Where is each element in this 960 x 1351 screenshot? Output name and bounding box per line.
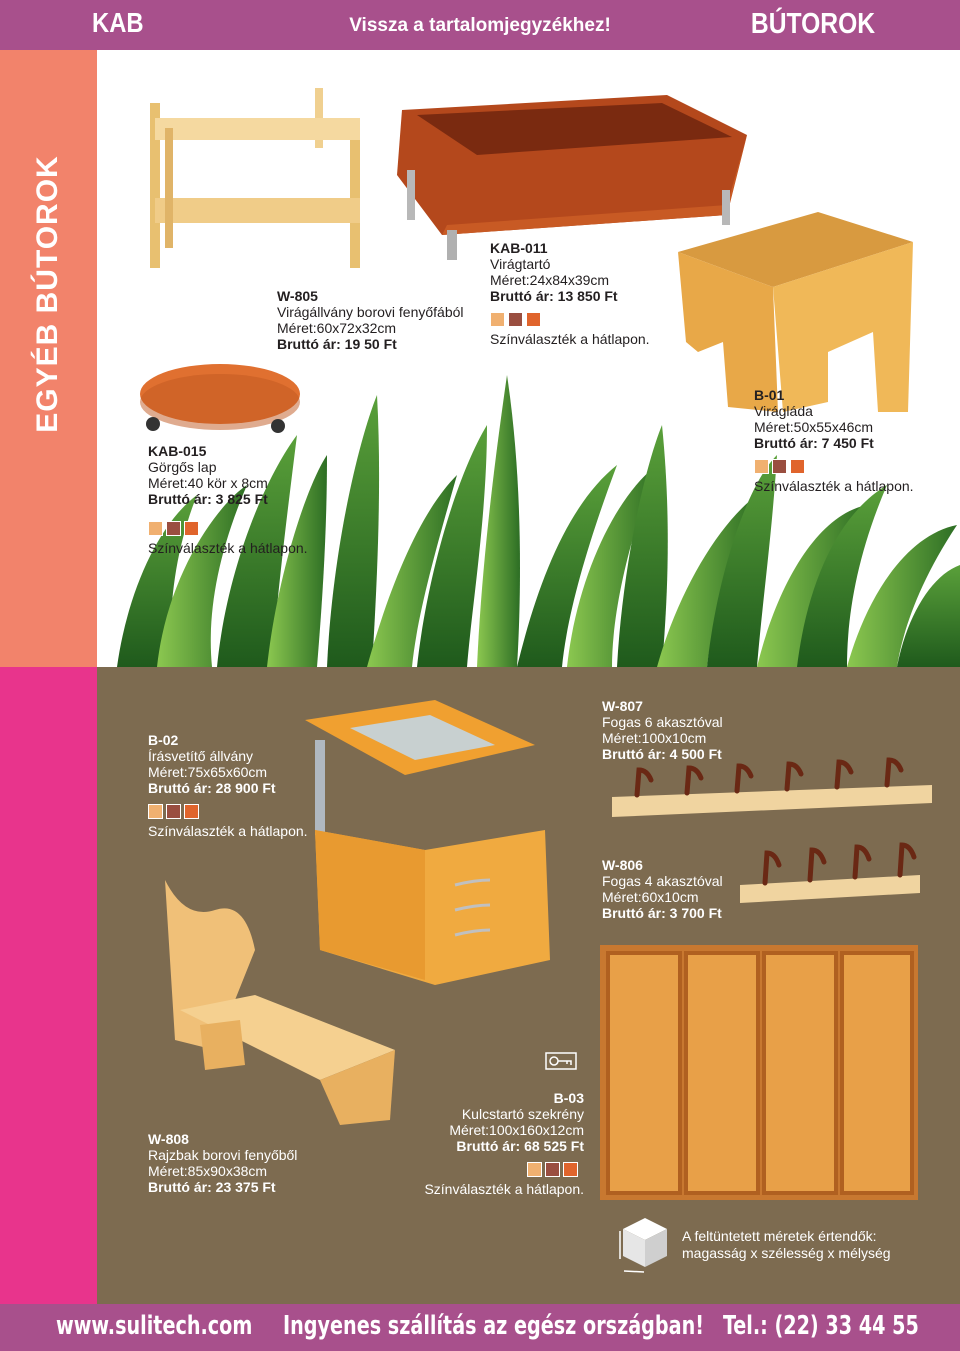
color-swatches [420,1162,578,1177]
product-price: Bruttó ár: 13 850 Ft [490,288,618,304]
product-size: Méret:50x55x46cm [754,419,874,435]
product-name: Írásvetítő állvány [148,748,254,764]
dimension-info-line1: A feltüntetett méretek értendők: [682,1228,877,1244]
product-code: W-805 [277,288,318,304]
free-shipping-text: Ingyenes szállítás az egész országban! [283,1311,704,1341]
product-price: Bruttó ár: 3 825 Ft [148,491,268,507]
header-left-title: KAB [92,7,144,38]
product-price: Bruttó ár: 3 700 Ft [602,905,722,921]
color-note: Színválaszték a hátlapon. [490,331,650,347]
product-code: W-808 [148,1131,189,1147]
product-size: Méret:60x10cm [602,889,699,905]
coat-rack-6-image [612,765,932,825]
swatch-pine [148,521,163,536]
color-swatches [148,804,308,819]
product-w808 [148,1131,297,1195]
product-b03 [420,1090,584,1197]
swatch-pine [148,804,163,819]
color-swatches [490,312,650,327]
key-cabinet-image [600,945,918,1200]
swatch-cherry [790,459,805,474]
plant-stand-image [145,88,370,273]
color-swatches [148,521,308,536]
side-strip-top [0,50,97,667]
product-size: Méret:60x72x32cm [277,320,397,336]
phone-number: Tel.: (22) 33 44 55 [723,1311,919,1341]
product-w806 [602,857,723,921]
product-size: Méret:85x90x38cm [148,1163,268,1179]
product-code: KAB-011 [490,240,548,256]
side-vertical-title: EGYÉB BÚTOROK [31,155,64,433]
header-bar [0,0,960,50]
product-name: Rajzbak borovi fenyőből [148,1147,298,1163]
swatch-mahogany [508,312,523,327]
product-name: Virágállvány borovi fenyőfából [277,304,464,320]
rolling-board-image [138,362,303,437]
swatch-mahogany [772,459,787,474]
product-w807 [602,698,723,762]
color-note: Színválaszték a hátlapon. [424,1181,584,1197]
product-code: W-807 [602,698,643,714]
product-name: Fogas 6 akasztóval [602,714,723,730]
drawing-bench-image [160,880,400,1125]
coat-rack-4-image [740,845,920,905]
product-name: Fogas 4 akasztóval [602,873,723,889]
product-size: Méret:100x10cm [602,730,707,746]
back-to-contents-link[interactable]: Vissza a tartalomjegyzékhez! [349,15,611,36]
product-price: Bruttó ár: 68 525 Ft [456,1138,584,1154]
footer-bar [0,1304,960,1351]
product-size: Méret:24x84x39cm [490,272,610,288]
key-icon [545,1052,577,1070]
header-right-title: BÚTOROK [750,8,875,40]
swatch-cherry [184,521,199,536]
product-b02 [148,732,308,839]
dimension-cube-icon [620,1215,670,1273]
product-name: Kulcstartó szekrény [461,1106,584,1122]
swatch-pine [754,459,769,474]
product-code: B-01 [754,387,785,403]
product-size: Méret:100x160x12cm [449,1122,584,1138]
product-code: B-03 [553,1090,584,1106]
product-price: Bruttó ár: 7 450 Ft [754,435,874,451]
product-size: Méret:40 kör x 8cm [148,475,268,491]
swatch-mahogany [545,1162,560,1177]
color-note: Színválaszték a hátlapon. [148,823,308,839]
dimension-info-line2: magasság x szélesség x mélység [682,1245,891,1261]
product-code: B-02 [148,732,179,748]
color-swatches [754,459,914,474]
swatch-cherry [563,1162,578,1177]
product-name: Görgős lap [148,459,217,475]
product-w805 [277,288,464,352]
product-code: KAB-015 [148,443,207,459]
product-price: Bruttó ár: 23 375 Ft [148,1179,276,1195]
product-code: W-806 [602,857,643,873]
color-note: Színválaszték a hátlapon. [148,540,308,556]
swatch-mahogany [166,521,181,536]
product-price: Bruttó ár: 28 900 Ft [148,780,276,796]
swatch-cherry [184,804,199,819]
swatch-cherry [526,312,541,327]
swatch-mahogany [166,804,181,819]
product-price: Bruttó ár: 4 500 Ft [602,746,722,762]
dimension-info [682,1228,891,1262]
product-size: Méret:75x65x60cm [148,764,268,780]
swatch-pine [527,1162,542,1177]
side-strip-bottom [0,667,97,1304]
product-name: Virágláda [754,403,813,419]
website-link[interactable]: www.sulitech.com [56,1311,253,1341]
product-name: Virágtartó [490,256,551,272]
swatch-pine [490,312,505,327]
product-b01 [754,387,914,494]
product-kab011 [490,240,650,347]
product-kab015 [148,443,308,556]
color-note: Színválaszték a hátlapon. [754,478,914,494]
product-price: Bruttó ár: 19 50 Ft [277,336,397,352]
